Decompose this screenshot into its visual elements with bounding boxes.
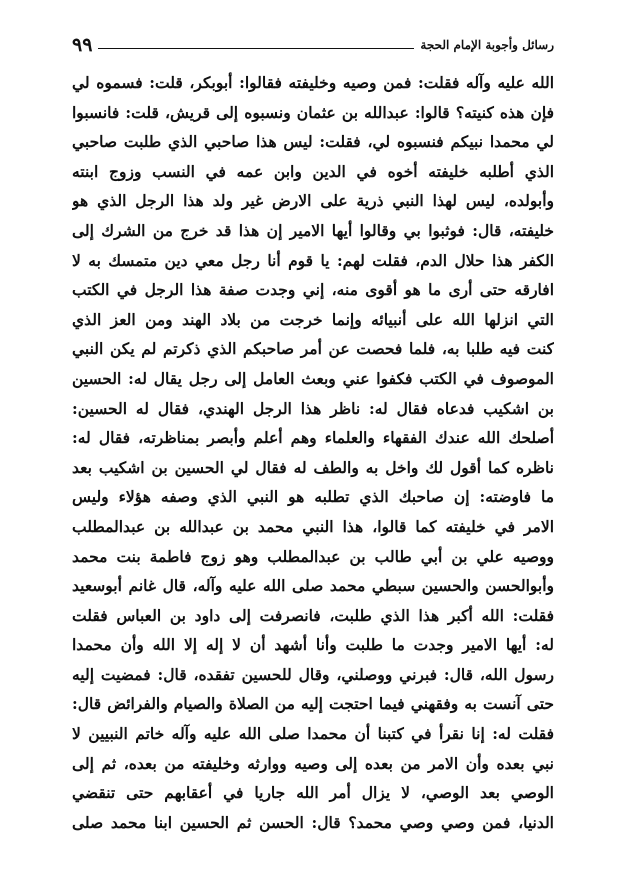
text-line: فقلت له: إنا نقرأ في كتبنا أن محمدا صلى الله عليه وآله خاتم النبيين لا	[72, 724, 554, 744]
header-rule	[98, 48, 414, 49]
text-line: حتى آنست به وفقهني فيما احتجت إليه من الصلاة والصيام والفرائض قال:	[72, 694, 554, 714]
text-line: ناظره كما أقول لك واخل به والطف له فقال لي الحسين بن اشكيب بعد	[72, 457, 554, 477]
text-line: فإن هذه كنيته؟ قالوا: عبدالله بن عثمان ونسبوه إلى قريش، قلت: فانسبوا	[72, 102, 554, 122]
text-line: وأبوالحسن والحسين سبطي محمد صلى الله عليه وآله، قال غانم أبوسعيد	[72, 576, 554, 596]
text-line: الموصوف في الكتب فكفوا عني وبعث العامل إلى رجل يقال له: الحسين	[72, 368, 554, 388]
text-line: له: أيها الامير وجدت ما طلبت وأنا أشهد أن لا إله إلا الله وأن محمدا	[72, 635, 554, 655]
text-line: لي محمدا نبيكم فنسبوه لي، فقلت: ليس هذا صاحبي الذي طلبت صاحبي	[72, 132, 554, 152]
text-line: بن اشكيب فدعاه فقال له: ناظر هذا الرجل الهندي، فقال له الحسين:	[72, 398, 554, 418]
text-line: وأبولده، ليس لهذا النبي ذرية على الارض غير ولد هذا الرجل الذي هو	[72, 191, 554, 211]
page-number: ٩٩	[72, 34, 93, 56]
text-line: فقلت: الله أكبر هذا الذي طلبت، فانصرفت إلى داود بن العباس فقلت	[72, 605, 554, 625]
text-line: افارقه حتى أرى ما هو أقوى منه، إني وجدت صفة هذا الرجل في الكتب	[72, 280, 554, 300]
text-line: أصلحك الله عندك الفقهاء والعلماء وهم أعلم وأبصر بمناظرته، فقال له:	[72, 428, 554, 448]
text-line: الله عليه وآله فقلت: فمن وصيه وخليفته فقالوا: أبوبكر، قلت: فسموه لي	[72, 73, 554, 92]
text-line: ووصيه علي بن أبي طالب بن عبدالمطلب وهو زوج فاطمة بنت محمد	[72, 546, 554, 566]
text-line: كنت فيه طلبا به، فلما فحصت عن أمر صاحبكم الذي ذكرتم لم يكن النبي	[72, 339, 554, 359]
text-line: نبي بعده وأن الامر من بعده إلى وصيه ووارثه وخليفته من بعده، ثم إلى	[72, 753, 554, 773]
text-line: رسول الله، قال: فبرني ووصلني، وقال للحسين تفقده، قال: فمضيت إليه	[72, 664, 554, 684]
text-line: الوصي بعد الوصي، لا يزال أمر الله جاريا في أعقابهم حتى تنقضي	[72, 783, 554, 803]
text-line: التي انزلها الله على أنبيائه وإنما خرجت من بلاد الهند ومن العز الذي	[72, 309, 554, 329]
text-line: الذي أطلبه خليفته أخوه في الدين وابن عمه في النسب وزوج ابنته	[72, 161, 554, 181]
text-line: خليفته، قال: فوثبوا بي وقالوا أيها الامير إن هذا قد خرج من الشرك إلى	[72, 220, 554, 240]
text-line: الدنيا، فمن وصي وصي محمد؟ قال: الحسن ثم الحسين ابنا محمد صلى	[72, 812, 554, 832]
body-text	[72, 68, 554, 837]
text-line: الامر في خليفته كما قالوا، هذا النبي محمد بن عبدالله بن عبدالمطلب	[72, 516, 554, 536]
text-line: الكفر هذا حلال الدم، فقلت لهم: يا قوم أنا رجل معي دين متمسك به لا	[72, 250, 554, 270]
page-header	[72, 34, 554, 56]
text-line: ما فاوضته: إن صاحبك الذي تطلبه هو النبي الذي وصفه هؤلاء وليس	[72, 487, 554, 507]
running-title: رسائل وأجوبة الإمام الحجة	[420, 38, 554, 52]
